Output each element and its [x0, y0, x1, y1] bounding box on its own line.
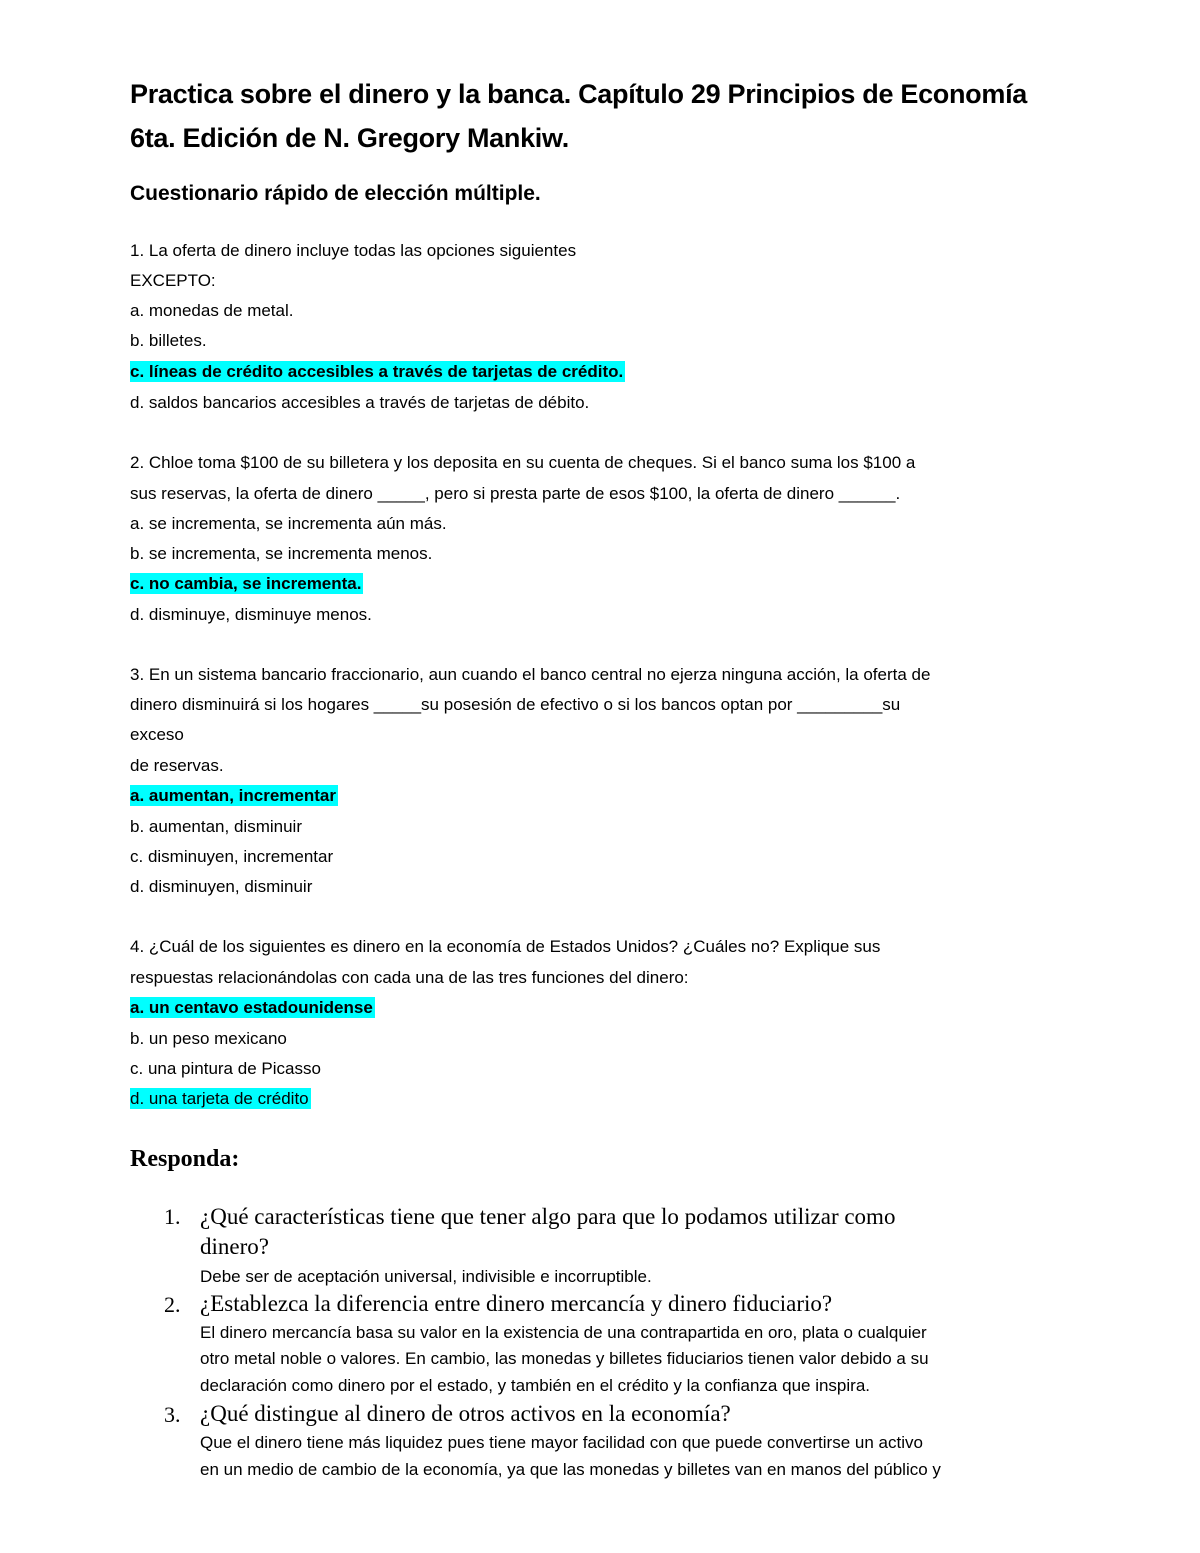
q4-option-d-highlighted: d. una tarjeta de crédito	[130, 1089, 309, 1108]
title-line-1: Practica sobre el dinero y la banca. Capítulo 29 Principios de Economía	[130, 79, 1027, 109]
q2-line-2: sus reservas, la oferta de dinero _____, pero si presta parte de esos $100, la oferta de dinero ______.	[130, 484, 901, 503]
open-q1-number: 1.	[164, 1204, 181, 1229]
q1-option-c-correct: c. líneas de crédito accesibles a través de tarjetas de crédito.	[130, 362, 624, 381]
q3-line-3: exceso	[130, 725, 184, 744]
open-a2-line-2: otro metal noble o valores. En cambio, las monedas y billetes fiduciarios tienen valor debido a su	[200, 1349, 929, 1368]
q1-option-a: a. monedas de metal.	[130, 301, 294, 320]
section-subtitle: Cuestionario rápido de elección múltiple.	[130, 182, 541, 205]
open-q2-number: 2.	[164, 1292, 181, 1317]
q1-line-2: EXCEPTO:	[130, 271, 216, 290]
q3-line-2: dinero disminuirá si los hogares _____su posesión de efectivo o si los bancos optan por _________su	[130, 695, 901, 714]
open-q1-line-1: ¿Qué características tiene que tener algo para que lo podamos utilizar como	[200, 1204, 896, 1229]
open-a3-line-2: en un medio de cambio de la economía, ya que las monedas y billetes van en manos del público y	[200, 1460, 941, 1479]
q4-option-a-correct: a. un centavo estadounidense	[130, 998, 373, 1017]
q2-option-a: a. se incrementa, se incrementa aún más.	[130, 514, 447, 533]
open-q2-line-1: ¿Establezca la diferencia entre dinero mercancía y dinero fiduciario?	[200, 1291, 833, 1316]
open-a2-line-1: El dinero mercancía basa su valor en la existencia de una contrapartida en oro, plata o cualquier	[200, 1323, 927, 1342]
q1-option-d: d. saldos bancarios accesibles a través de tarjetas de débito.	[130, 393, 590, 412]
q4-option-c: c. una pintura de Picasso	[130, 1059, 321, 1078]
q3-option-b: b. aumentan, disminuir	[130, 817, 302, 836]
open-q3-line-1: ¿Qué distingue al dinero de otros activos en la economía?	[200, 1401, 731, 1426]
q2-option-c-correct: c. no cambia, se incrementa.	[130, 574, 362, 593]
open-q1-text	[200, 1202, 895, 1262]
q3-line-1: 3. En un sistema bancario fraccionario, aun cuando el banco central no ejerza ninguna acción, la oferta de	[130, 665, 931, 684]
q1-line-1: 1. La oferta de dinero incluye todas las opciones siguientes	[130, 241, 577, 260]
open-a1-line-1: Debe ser de aceptación universal, indivisible e incorruptible.	[200, 1267, 652, 1286]
q2-option-b: b. se incrementa, se incrementa menos.	[130, 544, 433, 563]
q3-option-c: c. disminuyen, incrementar	[130, 847, 334, 866]
open-q3-number: 3.	[164, 1402, 181, 1427]
q4-option-b: b. un peso mexicano	[130, 1029, 287, 1048]
responda-heading: Responda:	[130, 1146, 240, 1172]
q4-line-1: 4. ¿Cuál de los siguientes es dinero en la economía de Estados Unidos? ¿Cuáles no? Explique sus	[130, 937, 881, 956]
q2-option-d: d. disminuye, disminuye menos.	[130, 605, 372, 624]
q2-line-1: 2. Chloe toma $100 de su billetera y los deposita en su cuenta de cheques. Si el banco suma los $100 a	[130, 453, 916, 472]
q4-line-2: respuestas relacionándolas con cada una de las tres funciones del dinero:	[130, 968, 689, 987]
open-a3-line-1: Que el dinero tiene más liquidez pues tiene mayor facilidad con que puede convertirse un activo	[200, 1433, 923, 1452]
open-a2-line-3: declaración como dinero por el estado, y también en el crédito y la confianza que inspira.	[200, 1376, 870, 1395]
q3-option-d: d. disminuyen, disminuir	[130, 877, 313, 896]
q3-line-4: de reservas.	[130, 756, 224, 775]
q1-option-b: b. billetes.	[130, 331, 207, 350]
open-q1-line-2: dinero?	[200, 1234, 269, 1259]
title-line-2: 6ta. Edición de N. Gregory Mankiw.	[130, 123, 569, 153]
document-title	[130, 72, 1070, 160]
q3-option-a-correct: a. aumentan, incrementar	[130, 786, 336, 805]
